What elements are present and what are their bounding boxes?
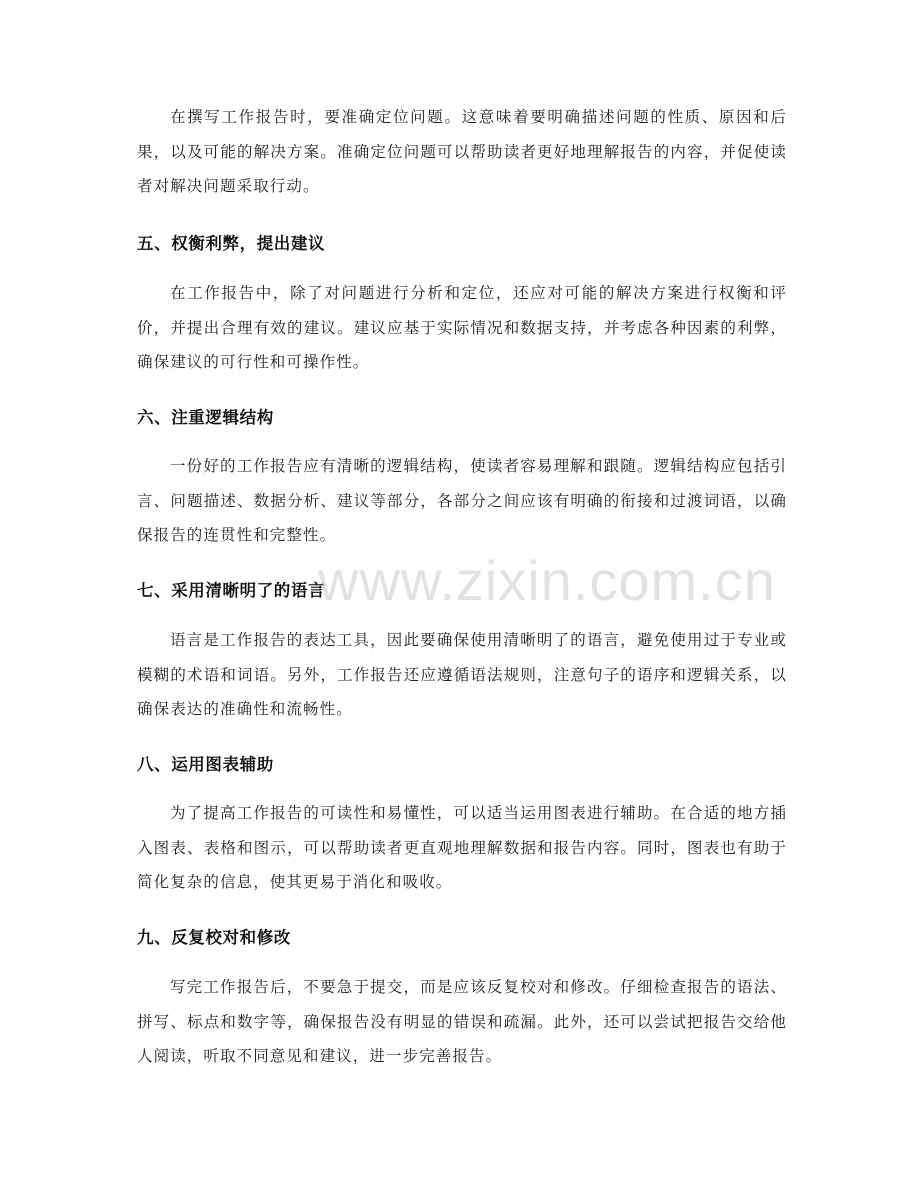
section-body-8: 为了提高工作报告的可读性和易懂性，可以适当运用图表进行辅助。在合适的地方插入图表、表格和图示，可以帮助读者更直观地理解数据和报告内容。同时，图表也有助于简化复杂的信息，使其更易于消化和吸收。 <box>137 804 787 891</box>
section-body-6: 一份好的工作报告应有清晰的逻辑结构，使读者容易理解和跟随。逻辑结构应包括引言、问题描述、数据分析、建议等部分，各部分之间应该有明确的衔接和过渡词语，以确保报告的连贯性和完整性。 <box>137 457 787 544</box>
intro-paragraph: 在撰写工作报告时，要准确定位问题。这意味着要明确描述问题的性质、原因和后果，以及可能的解决方案。准确定位问题可以帮助读者更好地理解报告的内容，并促使读者对解决问题采取行动。 <box>137 108 787 195</box>
section-heading-6: 六、注重逻辑结构 <box>137 408 274 427</box>
section-body-7: 语言是工作报告的表达工具，因此要确保使用清晰明了的语言，避免使用过于专业或模糊的术语和词语。另外，工作报告还应遵循语法规则，注意句子的语序和逻辑关系，以确保表达的准确性和流畅性。 <box>137 631 787 718</box>
watermark: www.zixin.com.cn <box>318 549 776 612</box>
section-heading-5: 五、权衡利弊，提出建议 <box>137 234 326 253</box>
section-body-5: 在工作报告中，除了对问题进行分析和定位，还应对可能的解决方案进行权衡和评价，并提出合理有效的建议。建议应基于实际情况和数据支持，并考虑各种因素的利弊，确保建议的可行性和可操作性。 <box>137 284 787 371</box>
section-heading-8: 八、运用图表辅助 <box>137 755 274 774</box>
section-heading-9: 九、反复校对和修改 <box>137 928 291 947</box>
section-heading-7: 七、采用清晰明了的语言 <box>137 581 326 600</box>
section-body-9: 写完工作报告后，不要急于提交，而是应该反复校对和修改。仔细检查报告的语法、拼写、标点和数字等，确保报告没有明显的错误和疏漏。此外，还可以尝试把报告交给他人阅读，听取不同意见和建议，进一步完善报告。 <box>137 978 787 1065</box>
